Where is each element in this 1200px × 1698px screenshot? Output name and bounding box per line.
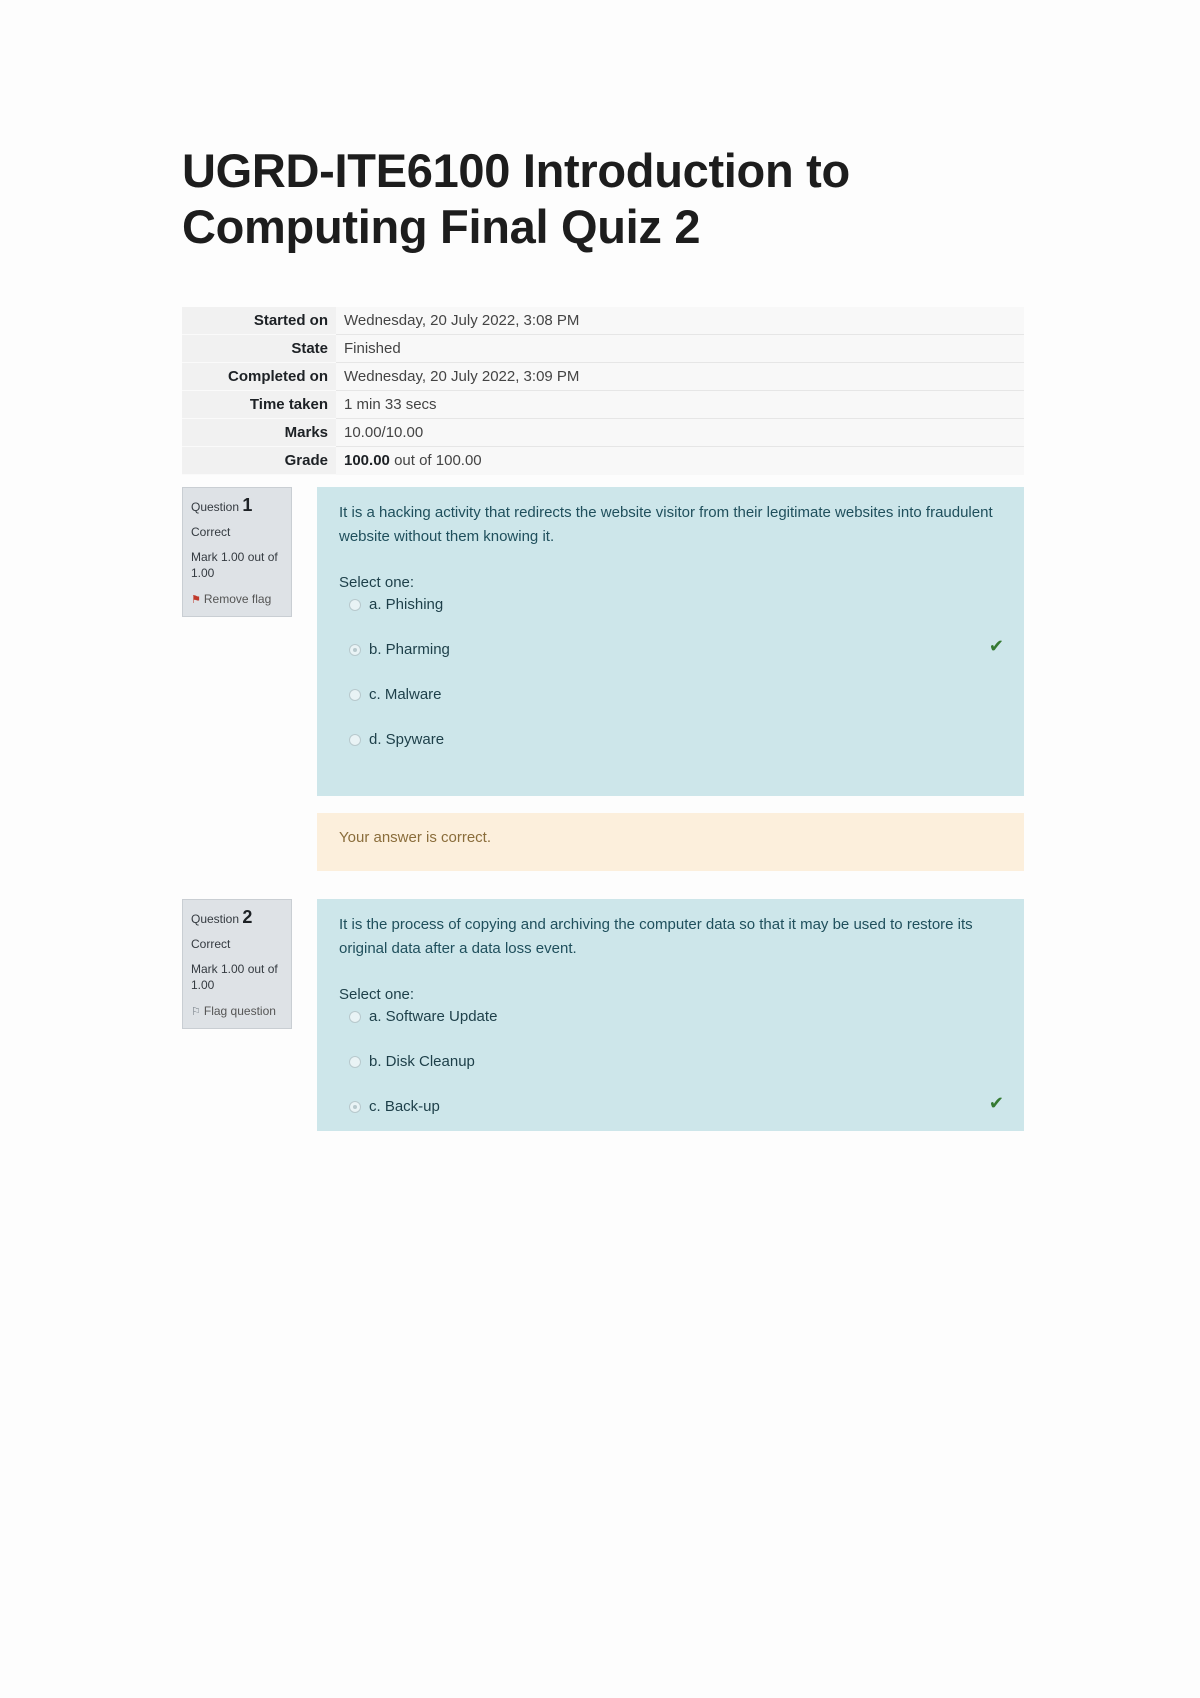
radio-button[interactable]: [349, 734, 361, 746]
question-number: [191, 909, 283, 927]
flag-filled-icon: ⚑: [191, 594, 201, 606]
question-status: Correct: [191, 525, 231, 539]
summary-row-time-taken: [182, 391, 1024, 419]
grade-score: 100.00: [344, 452, 390, 470]
question-label: Question: [191, 500, 240, 514]
summary-label: Grade: [182, 447, 336, 475]
radio-button[interactable]: [349, 1056, 361, 1068]
question-formulation-1: [317, 487, 1024, 796]
option-b[interactable]: [339, 636, 1004, 685]
option-c[interactable]: [339, 1093, 1004, 1131]
summary-label: Time taken: [182, 391, 336, 419]
question-status: Correct: [191, 937, 231, 951]
question-text: It is a hacking activity that redirects the website visitor from their legitimate websites into fraudulent website without them knowing it.: [339, 504, 993, 545]
radio-button[interactable]: [349, 1011, 361, 1023]
option-label: d. Spyware: [369, 731, 445, 748]
summary-row-marks: [182, 419, 1024, 447]
page-title: UGRD-ITE6100 Introduction to Computing Final Quiz 2: [182, 144, 850, 253]
summary-label: State: [182, 335, 336, 363]
question-number: [191, 497, 283, 515]
select-one-prompt: Select one:: [339, 986, 415, 1003]
option-label: b. Disk Cleanup: [369, 1053, 475, 1070]
summary-value: Finished: [336, 335, 1024, 363]
check-icon: ✔: [988, 1093, 1004, 1113]
grade-rest: out of 100.00: [394, 452, 482, 470]
question-mark: Mark 1.00 out of 1.00: [191, 550, 278, 580]
summary-row-state: [182, 335, 1024, 363]
option-a[interactable]: [339, 595, 1004, 640]
summary-value: 1 min 33 secs: [336, 391, 1024, 419]
question-formulation-2: [317, 899, 1024, 1131]
attempt-summary-table: [182, 307, 1024, 475]
summary-value: Wednesday, 20 July 2022, 3:08 PM: [336, 307, 1024, 335]
summary-label: Marks: [182, 419, 336, 447]
question-info-2: [182, 899, 292, 1029]
summary-row-grade: [182, 447, 1024, 475]
option-label: a. Phishing: [369, 596, 444, 613]
summary-label: Completed on: [182, 363, 336, 391]
summary-label: Started on: [182, 307, 336, 335]
option-label: c. Malware: [369, 686, 442, 703]
question-number-value: 2: [242, 907, 253, 927]
option-d[interactable]: [339, 730, 1004, 775]
flag-question-link[interactable]: [191, 1003, 283, 1020]
summary-row-started: [182, 307, 1024, 335]
option-a[interactable]: [339, 1007, 1004, 1052]
option-label: a. Software Update: [369, 1008, 498, 1025]
radio-button-selected[interactable]: [349, 1101, 361, 1113]
question-info-1: [182, 487, 292, 617]
answer-options: [339, 1007, 1004, 1131]
summary-value: Wednesday, 20 July 2022, 3:09 PM: [336, 363, 1024, 391]
check-icon: ✔: [988, 636, 1004, 656]
select-one-prompt: Select one:: [339, 574, 415, 591]
answer-feedback: Your answer is correct.: [317, 813, 1024, 871]
option-label: c. Back-up: [369, 1098, 440, 1115]
option-b[interactable]: [339, 1052, 1004, 1097]
question-label: Question: [191, 912, 240, 926]
radio-button-selected[interactable]: [349, 644, 361, 656]
flag-label: Remove flag: [203, 592, 272, 606]
question-text: It is the process of copying and archiving the computer data so that it may be used to restore its original data after a data loss event.: [339, 916, 973, 957]
summary-value: [336, 447, 1024, 475]
radio-button[interactable]: [349, 689, 361, 701]
answer-options: [339, 595, 1004, 775]
option-label: b. Pharming: [369, 641, 450, 658]
flag-outline-icon: ⚐: [191, 1006, 201, 1018]
option-c[interactable]: [339, 685, 1004, 730]
summary-row-completed: [182, 363, 1024, 391]
flag-label: Flag question: [203, 1004, 276, 1018]
question-mark: Mark 1.00 out of 1.00: [191, 962, 278, 992]
radio-button[interactable]: [349, 599, 361, 611]
remove-flag-link[interactable]: [191, 591, 283, 608]
summary-value: 10.00/10.00: [336, 419, 1024, 447]
question-number-value: 1: [242, 495, 253, 515]
